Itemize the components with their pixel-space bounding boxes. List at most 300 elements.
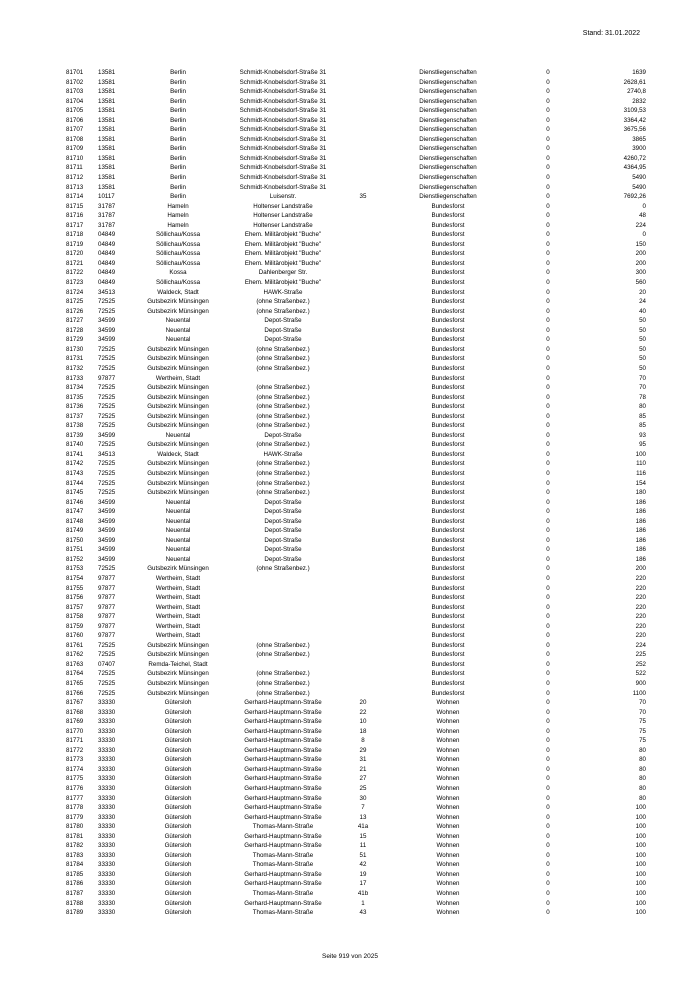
cell-street: Gerhard-Hauptmann-Straße [244, 880, 322, 888]
cell-row-number: 81723 [66, 279, 84, 287]
cell-municipality: Gütersloh [164, 899, 192, 907]
cell-row-number: 81724 [66, 288, 84, 296]
cell-row-number: 81704 [66, 97, 84, 105]
cell-category: Bundesforst [431, 584, 465, 592]
cell-value-zero: 0 [546, 660, 550, 668]
table-row [66, 908, 646, 918]
cell-municipality: Berlin [170, 174, 186, 182]
cell-row-number: 81749 [66, 527, 84, 535]
cell-postal-code: 33330 [98, 890, 116, 898]
cell-municipality: Neuental [165, 431, 191, 439]
cell-postal-code: 72525 [98, 355, 116, 363]
cell-value-zero: 0 [546, 622, 550, 630]
table-row [66, 383, 646, 393]
cell-postal-code: 97877 [98, 613, 116, 621]
cell-value-zero: 0 [546, 469, 550, 477]
cell-postal-code: 97877 [98, 622, 116, 630]
cell-postal-code: 13581 [98, 145, 116, 153]
cell-category: Wohnen [436, 899, 460, 907]
cell-street: (ohne Straßenbez.) [256, 345, 310, 353]
cell-area-value: 85 [639, 412, 646, 420]
cell-value-zero: 0 [546, 765, 550, 773]
cell-street: Schmidt-Knobelsdorf-Straße 31 [239, 164, 327, 172]
table-row [66, 832, 646, 842]
cell-value-zero: 0 [546, 441, 550, 449]
cell-row-number: 81711 [66, 164, 83, 172]
cell-postal-code: 13581 [98, 154, 116, 162]
cell-area-value: 100 [635, 909, 646, 917]
cell-area-value: 560 [635, 279, 646, 287]
cell-value-zero: 0 [546, 374, 550, 382]
cell-row-number: 81764 [66, 670, 84, 678]
cell-postal-code: 72525 [98, 689, 116, 697]
cell-street [218, 593, 348, 603]
cell-area-value: 186 [635, 508, 646, 516]
cell-postal-code: 07407 [98, 660, 116, 668]
cell-street: Depot-Straße [264, 546, 302, 554]
cell-postal-code: 34599 [98, 527, 116, 535]
cell-street: Holtenser Landstraße [253, 221, 313, 229]
cell-row-number: 81779 [66, 813, 84, 821]
cell-category: Wohnen [436, 842, 460, 850]
cell-category: Bundesforst [431, 422, 465, 430]
cell-category: Wohnen [436, 785, 460, 793]
cell-area-value: 900 [635, 680, 646, 687]
cell-house-number: 21 [359, 765, 367, 773]
cell-house-number [348, 78, 378, 88]
cell-category: Wohnen [436, 870, 460, 878]
cell-category: Bundesforst [431, 508, 465, 516]
cell-house-number [348, 211, 378, 221]
table-row [66, 526, 646, 536]
cell-value-zero: 0 [546, 594, 550, 602]
cell-municipality: Gütersloh [164, 708, 192, 716]
table-row [66, 851, 646, 861]
cell-category: Dienstliegenschaften [419, 107, 477, 115]
cell-category: Bundesforst [431, 441, 465, 449]
cell-municipality: Wertheim, Stadt [155, 574, 201, 582]
cell-value-zero: 0 [546, 670, 550, 678]
cell-category: Bundesforst [431, 517, 465, 525]
table-row [66, 488, 646, 498]
cell-category: Bundesforst [431, 670, 465, 678]
cell-category: Bundesforst [431, 374, 465, 382]
cell-house-number [348, 622, 378, 632]
cell-row-number: 81738 [66, 422, 84, 430]
cell-value-zero: 0 [546, 775, 550, 783]
cell-category: Bundesforst [431, 594, 465, 602]
table-row [66, 564, 646, 574]
cell-postal-code: 97877 [98, 574, 116, 582]
cell-postal-code: 33330 [98, 899, 116, 907]
cell-area-value: 48 [639, 212, 646, 220]
cell-municipality: Berlin [170, 88, 186, 96]
cell-category: Wohnen [436, 909, 460, 917]
cell-category: Bundesforst [431, 412, 465, 420]
cell-area-value: 4364,95 [623, 164, 646, 172]
cell-postal-code: 72525 [98, 641, 116, 649]
cell-row-number: 81718 [66, 231, 84, 239]
cell-municipality: Neuental [165, 555, 191, 563]
cell-house-number: 22 [359, 708, 367, 716]
table-body [66, 68, 646, 918]
cell-house-number [348, 421, 378, 431]
cell-area-value: 220 [635, 632, 646, 640]
cell-row-number: 81708 [66, 135, 84, 143]
cell-street [218, 612, 348, 622]
cell-area-value: 50 [639, 355, 646, 363]
cell-house-number [348, 631, 378, 641]
cell-area-value: 75 [639, 718, 646, 726]
cell-postal-code: 72525 [98, 460, 116, 468]
cell-postal-code: 34599 [98, 508, 116, 516]
cell-area-value: 116 [636, 469, 646, 477]
cell-street: Depot-Straße [264, 527, 302, 535]
table-row [66, 574, 646, 584]
table-row [66, 669, 646, 679]
cell-category: Bundesforst [431, 689, 465, 697]
cell-row-number: 81734 [66, 384, 84, 392]
cell-category: Wohnen [436, 832, 460, 840]
cell-area-value: 100 [635, 890, 646, 898]
cell-postal-code: 34513 [98, 288, 116, 296]
cell-value-zero: 0 [546, 345, 550, 353]
cell-area-value: 100 [635, 450, 646, 458]
cell-category: Wohnen [436, 823, 460, 831]
table-row [66, 459, 646, 469]
cell-area-value: 80 [639, 403, 646, 411]
cell-postal-code: 33330 [98, 804, 116, 812]
cell-postal-code: 10117 [98, 193, 115, 201]
cell-row-number: 81722 [66, 269, 84, 277]
cell-category: Wohnen [436, 890, 460, 898]
cell-value-zero: 0 [546, 632, 550, 640]
cell-house-number [348, 230, 378, 240]
cell-row-number: 81774 [66, 765, 84, 773]
cell-postal-code: 04849 [98, 279, 116, 287]
cell-area-value: 200 [635, 565, 646, 573]
cell-street: Depot-Straße [264, 517, 302, 525]
cell-value-zero: 0 [546, 489, 550, 497]
cell-value-zero: 0 [546, 259, 550, 267]
cell-row-number: 81787 [66, 890, 84, 898]
cell-value-zero: 0 [546, 393, 550, 401]
cell-house-number: 30 [359, 794, 367, 802]
cell-row-number: 81758 [66, 613, 84, 621]
cell-value-zero: 0 [546, 193, 550, 201]
cell-category: Bundesforst [431, 259, 465, 267]
cell-street: Depot-Straße [264, 317, 302, 325]
cell-postal-code: 13581 [98, 78, 116, 86]
cell-value-zero: 0 [546, 126, 550, 134]
table-row [66, 870, 646, 880]
cell-value-zero: 0 [546, 680, 550, 687]
cell-postal-code: 72525 [98, 565, 116, 573]
cell-street: (ohne Straßenbez.) [256, 364, 310, 372]
cell-value-zero: 0 [546, 689, 550, 697]
cell-postal-code: 72525 [98, 489, 116, 497]
cell-area-value: 50 [639, 336, 646, 344]
cell-postal-code: 97877 [98, 374, 116, 382]
cell-postal-code: 04849 [98, 231, 116, 239]
cell-category: Bundesforst [431, 384, 465, 392]
cell-postal-code: 33330 [98, 699, 116, 707]
table-row [66, 202, 646, 212]
cell-house-number: 41a [357, 823, 369, 831]
cell-row-number: 81770 [66, 727, 84, 735]
cell-street: Ehem. Militärobjekt "Buche" [244, 231, 322, 239]
cell-row-number: 81754 [66, 574, 84, 582]
cell-postal-code: 13581 [98, 88, 116, 96]
cell-house-number [348, 144, 378, 154]
table-row [66, 450, 646, 460]
cell-value-zero: 0 [546, 422, 550, 430]
table-row [66, 97, 646, 107]
cell-municipality: Gütersloh [164, 756, 192, 764]
cell-municipality: Gutsbezirk Münsingen [147, 403, 209, 411]
cell-house-number [348, 240, 378, 250]
cell-row-number: 81786 [66, 880, 84, 888]
table-row [66, 364, 646, 374]
cell-area-value: 50 [639, 317, 646, 325]
cell-postal-code: 34599 [98, 546, 116, 554]
cell-area-value: 100 [635, 851, 646, 859]
cell-house-number [348, 669, 378, 679]
cell-area-value: 100 [635, 804, 646, 812]
cell-municipality: Gütersloh [164, 765, 192, 773]
cell-category: Dienstliegenschaften [419, 78, 477, 86]
cell-value-zero: 0 [546, 317, 550, 325]
cell-category: Wohnen [436, 765, 460, 773]
cell-row-number: 81747 [66, 508, 84, 516]
cell-area-value: 5490 [632, 183, 646, 191]
table-row [66, 822, 646, 832]
cell-area-value: 100 [635, 832, 646, 840]
cell-area-value: 220 [635, 603, 646, 611]
cell-category: Wohnen [436, 718, 460, 726]
cell-value-zero: 0 [546, 88, 550, 96]
cell-municipality: Gütersloh [164, 813, 192, 821]
cell-municipality: Gutsbezirk Münsingen [147, 641, 209, 649]
table-row [66, 335, 646, 345]
cell-street: Schmidt-Knobelsdorf-Straße 31 [239, 88, 327, 96]
cell-row-number: 81769 [66, 718, 84, 726]
cell-street: (ohne Straßenbez.) [256, 489, 310, 497]
cell-municipality: Hameln [167, 212, 189, 220]
cell-row-number: 81741 [66, 450, 84, 458]
table-row [66, 125, 646, 135]
cell-value-zero: 0 [546, 574, 550, 582]
cell-house-number: 15 [359, 832, 367, 840]
cell-category: Dienstliegenschaften [419, 183, 477, 191]
cell-municipality: Berlin [170, 135, 186, 143]
cell-value-zero: 0 [546, 412, 550, 420]
table-row [66, 736, 646, 746]
cell-area-value: 70 [639, 708, 646, 716]
cell-postal-code: 13581 [98, 69, 116, 76]
table-row [66, 316, 646, 326]
cell-municipality: Waldeck, Stadt [157, 288, 199, 296]
cell-postal-code: 34599 [98, 326, 116, 334]
cell-postal-code: 13581 [98, 174, 116, 182]
cell-row-number: 81726 [66, 307, 84, 315]
cell-municipality: Gütersloh [164, 823, 192, 831]
cell-postal-code: 72525 [98, 403, 116, 411]
cell-area-value: 100 [635, 842, 646, 850]
cell-municipality: Berlin [170, 126, 186, 134]
cell-street: (ohne Straßenbez.) [256, 469, 310, 477]
cell-row-number: 81706 [66, 116, 84, 124]
cell-municipality: Gutsbezirk Münsingen [147, 298, 209, 306]
cell-category: Bundesforst [431, 326, 465, 334]
cell-row-number: 81714 [66, 193, 84, 201]
cell-house-number [348, 68, 378, 78]
cell-municipality: Berlin [170, 107, 186, 115]
cell-value-zero: 0 [546, 97, 550, 105]
cell-row-number: 81731 [66, 355, 84, 363]
table-row [66, 536, 646, 546]
cell-street: Luisenstr. [269, 193, 297, 201]
cell-category: Bundesforst [431, 450, 465, 458]
cell-house-number [348, 459, 378, 469]
table-row [66, 288, 646, 298]
cell-municipality: Gütersloh [164, 794, 192, 802]
cell-area-value: 100 [635, 899, 646, 907]
cell-value-zero: 0 [546, 145, 550, 153]
cell-value-zero: 0 [546, 212, 550, 220]
cell-area-value: 2832 [632, 97, 646, 105]
cell-postal-code: 72525 [98, 345, 116, 353]
cell-house-number: 11 [359, 842, 367, 850]
cell-category: Bundesforst [431, 489, 465, 497]
cell-street: Gerhard-Hauptmann-Straße [244, 718, 322, 726]
cell-value-zero: 0 [546, 718, 550, 726]
cell-row-number: 81730 [66, 345, 84, 353]
cell-house-number [348, 603, 378, 613]
cell-postal-code: 34599 [98, 336, 116, 344]
cell-value-zero: 0 [546, 851, 550, 859]
cell-area-value: 3364,42 [623, 116, 646, 124]
cell-value-zero: 0 [546, 384, 550, 392]
cell-row-number: 81763 [66, 660, 84, 668]
cell-area-value: 300 [635, 269, 646, 277]
cell-area-value: 186 [635, 546, 646, 554]
cell-postal-code: 13581 [98, 135, 116, 143]
cell-house-number: 10 [359, 718, 367, 726]
cell-value-zero: 0 [546, 823, 550, 831]
cell-value-zero: 0 [546, 135, 550, 143]
cell-category: Bundesforst [431, 231, 465, 239]
cell-municipality: Gutsbezirk Münsingen [147, 412, 209, 420]
table-row [66, 717, 646, 727]
cell-row-number: 81775 [66, 775, 84, 783]
cell-category: Dienstliegenschaften [419, 126, 477, 134]
cell-street: Gerhard-Hauptmann-Straße [244, 746, 322, 754]
cell-row-number: 81709 [66, 145, 84, 153]
cell-row-number: 81720 [66, 250, 84, 258]
cell-postal-code: 33330 [98, 832, 116, 840]
table-row [66, 144, 646, 154]
cell-street: Thomas-Mann-Straße [252, 851, 314, 859]
table-row [66, 774, 646, 784]
cell-street: (ohne Straßenbez.) [256, 460, 310, 468]
table-row [66, 631, 646, 641]
cell-house-number [348, 402, 378, 412]
cell-category: Bundesforst [431, 393, 465, 401]
table-row [66, 879, 646, 889]
table-row [66, 393, 646, 403]
cell-house-number [348, 536, 378, 546]
cell-category: Dienstliegenschaften [419, 97, 477, 105]
cell-row-number: 81771 [66, 737, 84, 745]
cell-house-number [348, 297, 378, 307]
cell-postal-code: 31787 [98, 212, 116, 220]
cell-category: Bundesforst [431, 345, 465, 353]
cell-house-number [348, 450, 378, 460]
cell-street: Gerhard-Hauptmann-Straße [244, 727, 322, 735]
cell-postal-code: 34599 [98, 317, 116, 325]
cell-municipality: Gütersloh [164, 746, 192, 754]
cell-house-number [348, 326, 378, 336]
cell-value-zero: 0 [546, 870, 550, 878]
cell-municipality: Hameln [167, 221, 189, 229]
table-row [66, 374, 646, 384]
cell-area-value: 522 [635, 670, 646, 678]
cell-row-number: 81755 [66, 584, 84, 592]
cell-municipality: Neuental [165, 546, 191, 554]
cell-house-number: 7 [361, 804, 365, 812]
cell-house-number [348, 183, 378, 193]
cell-area-value: 225 [635, 651, 646, 659]
table-row [66, 297, 646, 307]
cell-row-number: 81748 [66, 517, 84, 525]
cell-category: Bundesforst [431, 555, 465, 563]
cell-area-value: 40 [639, 307, 646, 315]
cell-house-number [348, 97, 378, 107]
cell-postal-code: 33330 [98, 842, 116, 850]
cell-value-zero: 0 [546, 250, 550, 258]
cell-value-zero: 0 [546, 536, 550, 544]
cell-street: (ohne Straßenbez.) [256, 307, 310, 315]
cell-category: Wohnen [436, 851, 460, 859]
table-row [66, 612, 646, 622]
cell-street [218, 574, 348, 584]
table-row [66, 421, 646, 431]
cell-area-value: 186 [635, 498, 646, 506]
cell-area-value: 2628,61 [623, 78, 646, 86]
cell-municipality: Wertheim, Stadt [155, 632, 201, 640]
cell-street: Schmidt-Knobelsdorf-Straße 31 [239, 126, 327, 134]
cell-row-number: 81762 [66, 651, 84, 659]
cell-house-number [348, 679, 378, 689]
cell-row-number: 81712 [66, 174, 84, 182]
cell-value-zero: 0 [546, 546, 550, 554]
table-row [66, 679, 646, 689]
cell-area-value: 100 [635, 813, 646, 821]
cell-municipality: Berlin [170, 97, 186, 105]
cell-category: Wohnen [436, 708, 460, 716]
cell-area-value: 154 [635, 479, 646, 487]
table-row [66, 889, 646, 899]
cell-street: (ohne Straßenbez.) [256, 670, 310, 678]
table-row [66, 268, 646, 278]
table-row [66, 307, 646, 317]
cell-house-number [348, 202, 378, 212]
cell-area-value: 1639 [632, 69, 646, 76]
cell-house-number [348, 641, 378, 651]
cell-category: Bundesforst [431, 641, 465, 649]
cell-value-zero: 0 [546, 880, 550, 888]
